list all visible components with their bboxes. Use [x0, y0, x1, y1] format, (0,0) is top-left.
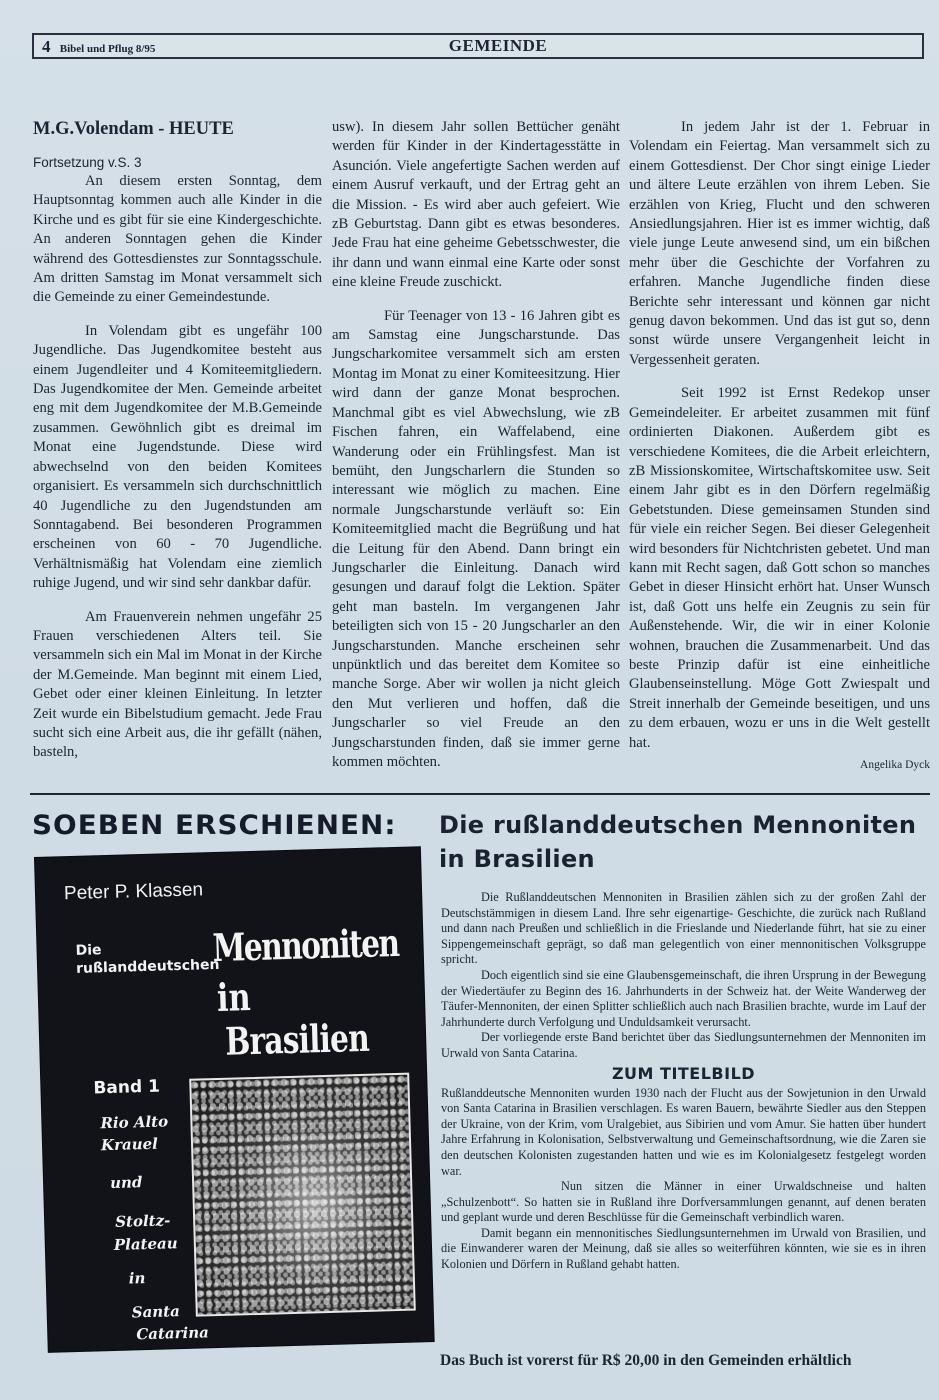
book-subtitle-line: Rio Alto	[100, 1112, 169, 1133]
ad-paragraph: Die Rußlanddeutschen Mennoniten in Brasilien zählen sich zu der großen Zahl der Deutschstämmigen in diesem Land. Ihre sehr eigenartige- Geschichte, die zurück nach Rußland und dann nach Preußen und schließlich in die Frieslande und Niederlande führt, hat sie zu einer Sippengemeinschaft geprägt, so daß man gelegentlich von einer mennonitischen Volksgruppe spricht.	[441, 890, 926, 967]
article-paragraph: Am Frauenverein nehmen ungefähr 25 Frauen verschiedenen Alters teil. Sie versammeln sich ein Mal im Monat in der Kirche der M.Gemeinde. Man beginnt mit einem Lied, Gebet oder einer kleinen Einleitung. In letzter Zeit wurde ein Bibelstudium gemacht. Jede Frau sucht sich eine Arbeit aus, die ihr gefällt (nähen, basteln,	[33, 608, 322, 761]
book-subtitle-line: und	[109, 1173, 143, 1193]
section-title: GEMEINDE	[448, 36, 548, 55]
book-subtitle-line: in	[128, 1269, 146, 1288]
book-title-line: rußlanddeutschen	[75, 956, 220, 977]
ad-paragraph: Der vorliegende erste Band berichtet über das Siedlungsunternehmen der Mennoniten im Urwald von Santa Catarina.	[441, 1030, 926, 1060]
page-header	[32, 33, 924, 59]
article-paragraph: An diesem ersten Sonntag, dem Hauptsonntag kommen auch alle Kinder in die Kirche und es gibt für sie eine Kindergeschichte. An anderen Sonntagen gehen die Kinder während des Gottesdienstes zur Sonntagsschule. Am dritten Samstag im Monat versammelt sich die Gemeinde zu einer Gemeindestunde.	[33, 173, 322, 306]
price-line: Das Buch ist vorerst für R$ 20,00 in den Gemeinden erhältlich	[440, 1352, 852, 1369]
ad-subheading: ZUM TITELBILD	[611, 1063, 756, 1083]
article-paragraph: usw). In diesem Jahr sollen Bettücher genäht werden für Kinder in der Kindertagesstätte in Asunción. Viele angefertigte Sachen werden auf einem Ausruf verkauft, und der Ertrag geht an die Mission. - Es wird aber auch gefeiert. Wie zB Geburtstag. Dann gibt es etwas besonderes. Jede Frau hat eine geheime Gebetsschwester, die ihr dann und wann einmal eine Karte oder sonst eine kleine Freude zuschickt.	[332, 119, 620, 291]
book-subtitle-line: Krauel	[100, 1134, 159, 1155]
publication-name: Bibel und Pflug 8/95	[59, 43, 156, 55]
book-author: Peter P. Klassen	[63, 879, 204, 905]
article-author: Angelika Dyck	[860, 759, 930, 771]
article-paragraph: Für Teenager von 13 - 16 Jahren gibt es am Samstag eine Jungscharstunde. Das Jungscharkomitee versammelt sich am ersten Montag im Monat zu einer Komiteesitzung. Hier wird dann der ganze Monat besprochen. Manchmal gibt es viel Abwechslung, wie zB Fischen fahren, ein Waffelabend, eine Wanderung oder ein Frühlingsfest. Man ist bemüht, den Jungscharlern die Stunden so interessant wie möglich zu machen. Eine normale Jungscharstunde verläuft so: Ein Komiteemitglied macht die Begrüßung und hat die Leitung für den Abend. Dann bringt ein Jungscharler die Einleitung. Danach wird gesungen und darauf folgt die Lektion. Später geht man basteln. Im vergangenen Jahr beteiligten sich von 15 - 20 Jungscharler an den Jungscharstunden. Manche erscheinen sehr unpünktlich und das bereitet dem Komitee so manche Sorge. Aber wir wollen ja nicht gleich den Mut verlieren und hoffen, daß die Jungscharler so viel Freude an den Jungscharstunden finden, daß sie immer gerne kommen möchten.	[332, 307, 620, 770]
book-title-big: Brasilien	[224, 1014, 370, 1064]
ad-paragraph: Rußlanddeutsche Mennoniten wurden 1930 nach der Flucht aus der Sowjetunion in den Urwald von Santa Catarina in Brasilien verschlagen. Es waren Bauern, bewährte Siedler aus den Steppen der Ukraine, von der Krim, vom Uralgebiet, aus Sibirien und vom Amur. Sie hatten über hundert Jahre Erfahrung in Kolonisation, Selbstverwaltung und Gemeinschaftsordnung, wie die Zaren sie den deutschen Kolonisten zugestanden hatten und wie es im Kolonialgesetz festgelegt worden war.	[441, 1085, 926, 1178]
ad-paragraph: Damit begann ein mennonitisches Siedlungsunternehmen im Urwald von Brasilien, und die Einwanderer waren der Meinung, daß sie alles so weiterführen könnten, wie sie es in ihren Kolonien und Dörfern in Rußland gehabt hatten.	[441, 1225, 926, 1272]
page-number: 4	[42, 37, 51, 56]
book-volume: Band 1	[93, 1076, 161, 1099]
ad-paragraph: Nun sitzen die Männer in einer Urwaldschneise und halten „Schulzenbott“. So hatten sie in Rußland ihre Dorfversammlungen genannt, auf denen beraten und geplant wurde und deren Beschlüsse für die Gemeinschaft verbindlich waren.	[441, 1179, 926, 1225]
book-cover	[35, 847, 434, 1352]
article-paragraph: In Volendam gibt es ungefähr 100 Jugendliche. Das Jugendkomitee besteht aus einem Jugendleiter und 4 Komiteemitgliedern. Das Jugendkomitee der Men. Gemeinde arbeitet eng mit dem Jugendkomitee der M.B.Gemeinde zusammen. Gewöhnlich gibt es dreimal im Monat eine Jugendstunde. Diese wird abwechselnd von den beiden Komitees organisiert. Es versammeln sich durchschnittlich 40 Jugendliche zu den Jugendstunden am Sonntagabend. Bei besonderen Programmen erscheinen von 60 - 70 Jugendliche. Verhältnismäßig hat Volendam eine ziemlich ruhige Jugend, und wir sind sehr dankbar dafür.	[33, 322, 322, 592]
article-column-2	[332, 118, 620, 786]
article-paragraph: Seit 1992 ist Ernst Redekop unser Gemeindeleiter. Er arbeitet zusammen mit fünf ordinierten Diakonen. Außerdem gibt es verschiedene Komitees, die die Arbeit erleichtern, zB Missionskomitee, Wirtschaftskomitee usw. Seit einem Jahr gibt es in den Dörfern regelmäßig Gebetstunden. Diese gemeinsamen Stunden sind für viele ein reicher Segen. Bei dieser Gelegenheit wird besonders für Nichtchristen gebetet. Und man kann mit Recht sagen, daß Gott schon so manches Gebet in dieser Hinsicht erhört hat. Unser Wunsch ist, daß Gott uns helfe ein Zeugnis zu sein für Außenstehende. Wir, die wir in einer Kolonie wohnen, brauchen die Zusammenarbeit. Und das beste Prinzip dafür ist eine einheitliche Glaubenseinstellung. Möge Gott Zwiespalt und Streit innerhalb der Gemeinde beseitigen, und uns zu dem erbauen, wozu er uns in die Welt gestellt hat.	[629, 385, 930, 751]
book-title-big: Mennoniten	[211, 919, 399, 971]
book-subtitle-line: Santa	[131, 1302, 181, 1322]
cover-photo	[189, 1073, 416, 1317]
book-subtitle-line: Stoltz-	[114, 1211, 171, 1231]
book-subtitle-line: Catarina	[136, 1323, 210, 1344]
article-column-1	[33, 118, 322, 777]
article-paragraph: In jedem Jahr ist der 1. Februar in Volendam ein Feiertag. Man versammelt sich zu einem Gottesdienst. Der Chor singt einige Lieder und ältere Leute erzählen von ihrem Leben. Sie erzählen von Krieg, Flucht und den schweren Ansiedlungsjahren. Hier ist es immer wichtig, daß viele junge Leute anwesend sind, um ein bißchen mehr über die Geschichte der Vorfahren zu erfahren. Manche Jugendliche finden diese Berichte sehr interessant und können gar nicht genug davon bekommen. Und das ist gut so, denn sonst würde unsere Vergangenheit leicht in Vergessenheit geraten.	[629, 119, 930, 368]
book-title-line: Die	[75, 942, 102, 959]
ad-book-title: Die rußlanddeutschen Mennoniten in Brasilien	[439, 811, 917, 873]
ad-paragraph: Doch eigentlich sind sie eine Glaubensgemeinschaft, die ihren Ursprung in der Bewegung der Wiedertäufer zu Beginn des 16. Jahrhunderts in der Schweiz hat. der Weite Wanderweg der Täufer-Mennoniten, der einen Splitter schließlich auch nach Brasilien brachte, wurde im Lauf der Jahrhunderte durch Verfolgung und Unduldsamkeit verursacht.	[441, 967, 926, 1029]
article-title: M.G.Volendam - HEUTE	[33, 119, 234, 139]
article-column-3	[629, 118, 930, 775]
book-title-big: in	[216, 974, 252, 1020]
ad-body	[441, 890, 926, 1273]
article-subtitle: Fortsetzung v.S. 3	[33, 155, 142, 170]
section-divider	[30, 793, 930, 795]
book-subtitle-line: Plateau	[113, 1234, 178, 1254]
ad-headline: SOEBEN ERSCHIENEN:	[32, 810, 397, 841]
